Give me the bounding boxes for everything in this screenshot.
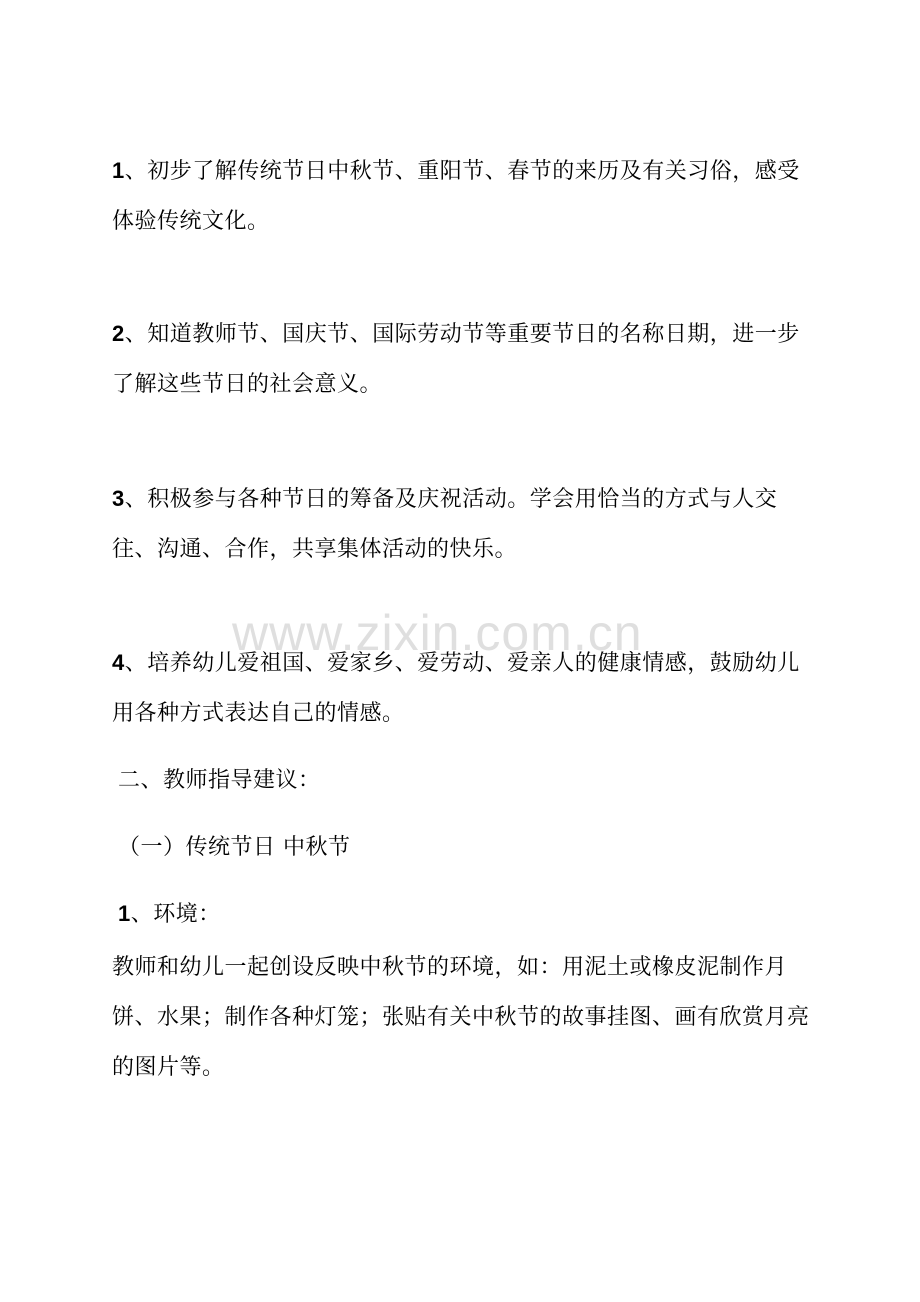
goal-number: 2 — [112, 321, 125, 346]
goal-number: 3 — [112, 486, 125, 511]
goal-text: 、知道教师节、国庆节、国际劳动节等重要节日的名称日期，进一步了解这些节日的社会意义。 — [112, 322, 800, 397]
subsection-heading: （一）传统节日 中秋节 — [118, 835, 351, 860]
goal-paragraph-4 — [112, 638, 812, 739]
goal-text: 、积极参与各种节日的筹备及庆祝活动。学会用恰当的方式与人交往、沟通、合作，共享集体活动的快乐。 — [112, 487, 778, 562]
goal-text: 、初步了解传统节日中秋节、重阳节、春节的来历及有关习俗，感受体验传统文化。 — [112, 159, 800, 234]
goal-paragraph-3 — [112, 474, 812, 575]
section-heading: 二、教师指导建议： — [118, 768, 321, 793]
goal-text: 、培养幼儿爱祖国、爱家乡、爱劳动、爱亲人的健康情感，鼓励幼儿用各种方式表达自己的情感。 — [112, 651, 800, 726]
goal-number: 1 — [112, 158, 125, 183]
goal-paragraph-1 — [112, 146, 812, 247]
watermark: www.zixin.com.cn — [232, 605, 643, 661]
goal-paragraph-2 — [112, 309, 812, 410]
item-heading — [118, 899, 221, 930]
item-number: 1 — [118, 901, 131, 926]
item-heading-text: 、环境： — [130, 902, 221, 927]
item-body-text: 教师和幼儿一起创设反映中秋节的环境，如：用泥土或橡皮泥制作月饼、水果；制作各种灯笼；张贴有关中秋节的故事挂图、画有欣赏月亮的图片等。 — [112, 955, 810, 1080]
goal-number: 4 — [112, 650, 125, 675]
